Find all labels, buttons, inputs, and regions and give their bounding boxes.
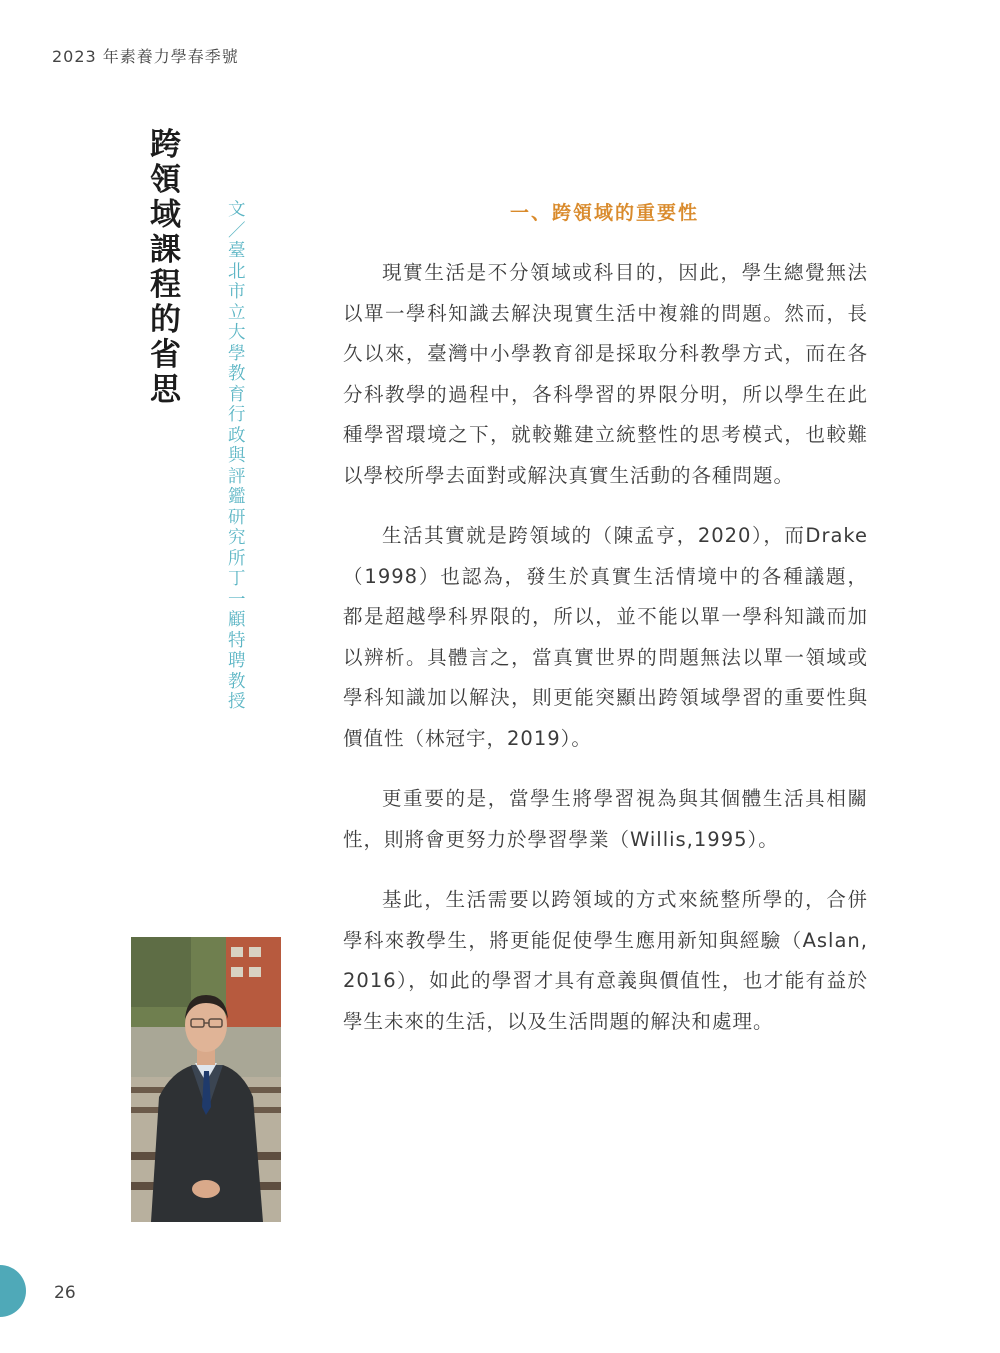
author-byline: 文／臺北市立大學教育行政與評鑑研究所 丁一顧特聘教授 (228, 200, 246, 712)
paragraph: 生活其實就是跨領域的（陳孟亨，2020），而Drake（1998）也認為，發生於真實生活情境中的各種議題，都是超越學科界限的，所以，並不能以單一學科知識而加以辨析。具體言之，當真實世界的問題無法以單一領域或學科知識加以解決，則更能突顯出跨領域學習的重要性與價值性（林冠宇，2019）。 (343, 524, 868, 750)
page-tab-marker (0, 1265, 26, 1317)
paragraph: 現實生活是不分領域或科目的，因此，學生總覺無法以單一學科知識去解決現實生活中複雜的問題。然而，長久以來，臺灣中小學教育卻是採取分科教學方式，而在各分科教學的過程中，各科學習的界限分明，所以學生在此種學習環境之下，就較難建立統整性的思考模式，也較難以學校所學去面對或解決真實生活動的各種問題。 (343, 261, 868, 487)
page-number: 26 (54, 1283, 76, 1303)
author-photo (131, 937, 281, 1222)
article-title: 跨領域課程的省思 (150, 127, 181, 408)
paragraph: 基此，生活需要以跨領域的方式來統整所學的，合併學科來教學生，將更能促使學生應用新知與經驗（Aslan, 2016），如此的學習才具有意義與價值性，也才能有益於學生未來的生活，以及生活問題的解決和處理。 (343, 888, 868, 1033)
running-header: 2023 年素養力學春季號 (52, 47, 239, 66)
section-heading: 一、跨領域的重要性 (510, 202, 700, 224)
paragraph: 更重要的是，當學生將學習視為與其個體生活具相關性，則將會更努力於學習學業（Willis,1995）。 (343, 787, 868, 851)
article-body (343, 253, 868, 1062)
